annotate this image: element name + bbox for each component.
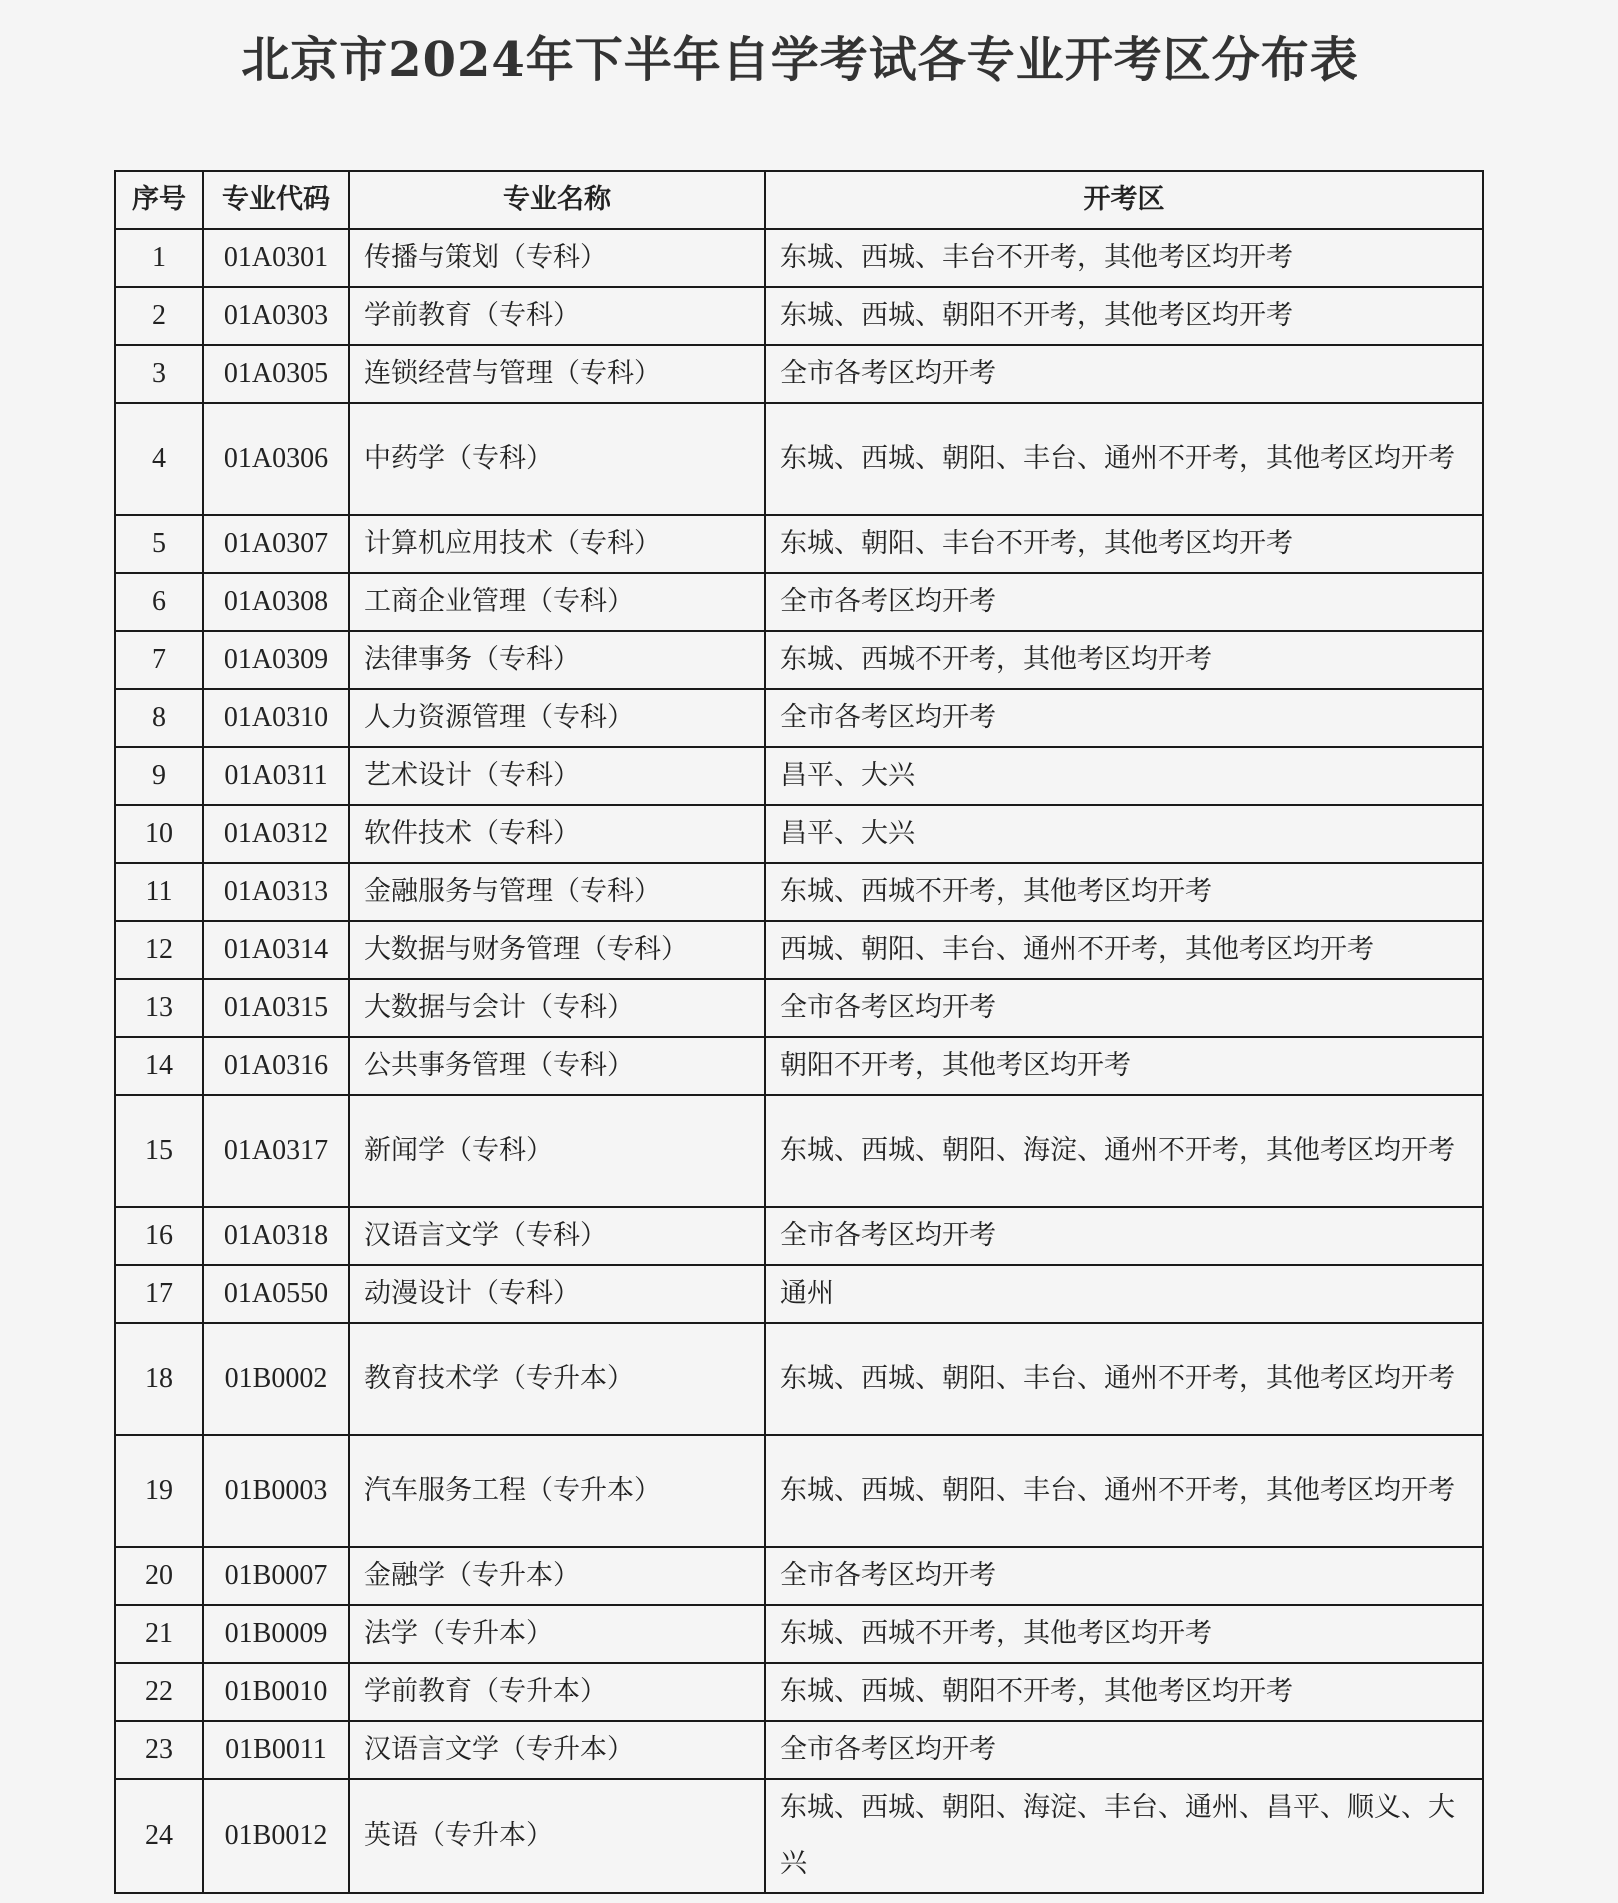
row-serial-number: 17: [115, 1265, 203, 1323]
row-major-code: 01A0315: [203, 979, 349, 1037]
row-major-code: 01B0012: [203, 1779, 349, 1893]
row-serial-number: 4: [115, 403, 203, 515]
row-serial-number: 15: [115, 1095, 203, 1207]
row-major-code: 01A0316: [203, 1037, 349, 1095]
table-row: [115, 403, 1483, 515]
row-exam-district: 东城、西城、朝阳、丰台、通州不开考，其他考区均开考: [765, 1435, 1483, 1547]
table-row: [115, 631, 1483, 689]
table-row: [115, 1037, 1483, 1095]
table-row: [115, 1435, 1483, 1547]
table-row: [115, 1323, 1483, 1435]
table-row: [115, 921, 1483, 979]
row-major-name: 新闻学（专科）: [349, 1095, 765, 1207]
row-major-name: 工商企业管理（专科）: [349, 573, 765, 631]
row-exam-district: 东城、朝阳、丰台不开考，其他考区均开考: [765, 515, 1483, 573]
table-row: [115, 747, 1483, 805]
row-serial-number: 22: [115, 1663, 203, 1721]
row-exam-district: 东城、西城不开考，其他考区均开考: [765, 1605, 1483, 1663]
row-serial-number: 11: [115, 863, 203, 921]
table-row: [115, 1265, 1483, 1323]
row-serial-number: 7: [115, 631, 203, 689]
row-serial-number: 8: [115, 689, 203, 747]
row-exam-district: 东城、西城、朝阳、丰台、通州不开考，其他考区均开考: [765, 403, 1483, 515]
table-row: [115, 863, 1483, 921]
row-exam-district: 昌平、大兴: [765, 747, 1483, 805]
row-major-name: 公共事务管理（专科）: [349, 1037, 765, 1095]
row-exam-district: 昌平、大兴: [765, 805, 1483, 863]
row-exam-district: 东城、西城、朝阳不开考，其他考区均开考: [765, 1663, 1483, 1721]
row-major-code: 01A0309: [203, 631, 349, 689]
row-major-code: 01A0306: [203, 403, 349, 515]
table-row: [115, 345, 1483, 403]
row-serial-number: 2: [115, 287, 203, 345]
row-major-code: 01A0311: [203, 747, 349, 805]
table-row: [115, 689, 1483, 747]
row-major-name: 传播与策划（专科）: [349, 229, 765, 287]
row-serial-number: 13: [115, 979, 203, 1037]
row-major-code: 01A0310: [203, 689, 349, 747]
row-major-name: 学前教育（专科）: [349, 287, 765, 345]
table-row: [115, 805, 1483, 863]
row-serial-number: 19: [115, 1435, 203, 1547]
table-row: [115, 1663, 1483, 1721]
row-serial-number: 5: [115, 515, 203, 573]
row-serial-number: 20: [115, 1547, 203, 1605]
row-major-name: 金融学（专升本）: [349, 1547, 765, 1605]
table-row: [115, 979, 1483, 1037]
row-serial-number: 14: [115, 1037, 203, 1095]
row-exam-district: 全市各考区均开考: [765, 1547, 1483, 1605]
table-row: [115, 1547, 1483, 1605]
table-row: [115, 1605, 1483, 1663]
row-major-name: 中药学（专科）: [349, 403, 765, 515]
row-exam-district: 全市各考区均开考: [765, 1207, 1483, 1265]
row-exam-district: 东城、西城、丰台不开考，其他考区均开考: [765, 229, 1483, 287]
table-row: [115, 229, 1483, 287]
row-major-code: 01B0009: [203, 1605, 349, 1663]
row-serial-number: 21: [115, 1605, 203, 1663]
row-major-code: 01A0303: [203, 287, 349, 345]
row-major-name: 汉语言文学（专科）: [349, 1207, 765, 1265]
row-major-name: 英语（专升本）: [349, 1779, 765, 1893]
header-serial-number: 序号: [115, 171, 203, 229]
row-major-code: 01B0003: [203, 1435, 349, 1547]
row-major-code: 01A0301: [203, 229, 349, 287]
row-major-name: 教育技术学（专升本）: [349, 1323, 765, 1435]
row-serial-number: 24: [115, 1779, 203, 1893]
row-major-code: 01A0314: [203, 921, 349, 979]
row-major-code: 01A0307: [203, 515, 349, 573]
row-exam-district: 西城、朝阳、丰台、通州不开考，其他考区均开考: [765, 921, 1483, 979]
page-title: 北京市2024年下半年自学考试各专业开考区分布表: [241, 32, 1359, 88]
row-major-name: 汉语言文学（专升本）: [349, 1721, 765, 1779]
row-exam-district: 全市各考区均开考: [765, 345, 1483, 403]
row-major-name: 金融服务与管理（专科）: [349, 863, 765, 921]
row-serial-number: 16: [115, 1207, 203, 1265]
table-row: [115, 1207, 1483, 1265]
row-serial-number: 18: [115, 1323, 203, 1435]
row-major-name: 大数据与会计（专科）: [349, 979, 765, 1037]
row-serial-number: 23: [115, 1721, 203, 1779]
table-row: [115, 515, 1483, 573]
row-major-name: 汽车服务工程（专升本）: [349, 1435, 765, 1547]
row-major-code: 01A0318: [203, 1207, 349, 1265]
row-exam-district: 全市各考区均开考: [765, 573, 1483, 631]
row-exam-district: 全市各考区均开考: [765, 979, 1483, 1037]
row-major-code: 01B0011: [203, 1721, 349, 1779]
row-exam-district: 东城、西城、朝阳、丰台、通州不开考，其他考区均开考: [765, 1323, 1483, 1435]
row-major-name: 大数据与财务管理（专科）: [349, 921, 765, 979]
table-row: [115, 287, 1483, 345]
row-exam-district: 朝阳不开考，其他考区均开考: [765, 1037, 1483, 1095]
row-exam-district: 东城、西城不开考，其他考区均开考: [765, 631, 1483, 689]
row-major-name: 法律事务（专科）: [349, 631, 765, 689]
table-row: [115, 1779, 1483, 1893]
row-major-name: 连锁经营与管理（专科）: [349, 345, 765, 403]
header-major-name: 专业名称: [349, 171, 765, 229]
row-major-code: 01B0002: [203, 1323, 349, 1435]
row-major-code: 01A0313: [203, 863, 349, 921]
row-major-code: 01A0308: [203, 573, 349, 631]
row-major-code: 01B0010: [203, 1663, 349, 1721]
row-major-code: 01A0312: [203, 805, 349, 863]
row-major-name: 软件技术（专科）: [349, 805, 765, 863]
table-row: [115, 1721, 1483, 1779]
row-serial-number: 12: [115, 921, 203, 979]
row-serial-number: 10: [115, 805, 203, 863]
row-major-name: 艺术设计（专科）: [349, 747, 765, 805]
row-exam-district: 通州: [765, 1265, 1483, 1323]
row-major-code: 01A0550: [203, 1265, 349, 1323]
row-exam-district: 东城、西城、朝阳、海淀、丰台、通州、昌平、顺义、大兴: [765, 1779, 1483, 1893]
row-exam-district: 全市各考区均开考: [765, 1721, 1483, 1779]
row-exam-district: 东城、西城不开考，其他考区均开考: [765, 863, 1483, 921]
table-row: [115, 573, 1483, 631]
row-serial-number: 6: [115, 573, 203, 631]
row-serial-number: 9: [115, 747, 203, 805]
row-serial-number: 1: [115, 229, 203, 287]
row-major-name: 法学（专升本）: [349, 1605, 765, 1663]
table-header-row: [115, 171, 1483, 229]
row-major-code: 01B0007: [203, 1547, 349, 1605]
table-body: [115, 229, 1483, 1893]
header-major-code: 专业代码: [203, 171, 349, 229]
row-exam-district: 全市各考区均开考: [765, 689, 1483, 747]
row-major-code: 01A0305: [203, 345, 349, 403]
row-major-name: 学前教育（专升本）: [349, 1663, 765, 1721]
row-serial-number: 3: [115, 345, 203, 403]
row-major-code: 01A0317: [203, 1095, 349, 1207]
row-major-name: 动漫设计（专科）: [349, 1265, 765, 1323]
row-major-name: 人力资源管理（专科）: [349, 689, 765, 747]
header-exam-district: 开考区: [765, 171, 1483, 229]
row-major-name: 计算机应用技术（专科）: [349, 515, 765, 573]
exam-district-table: [114, 170, 1484, 1894]
row-exam-district: 东城、西城、朝阳、海淀、通州不开考，其他考区均开考: [765, 1095, 1483, 1207]
row-exam-district: 东城、西城、朝阳不开考，其他考区均开考: [765, 287, 1483, 345]
table-row: [115, 1095, 1483, 1207]
